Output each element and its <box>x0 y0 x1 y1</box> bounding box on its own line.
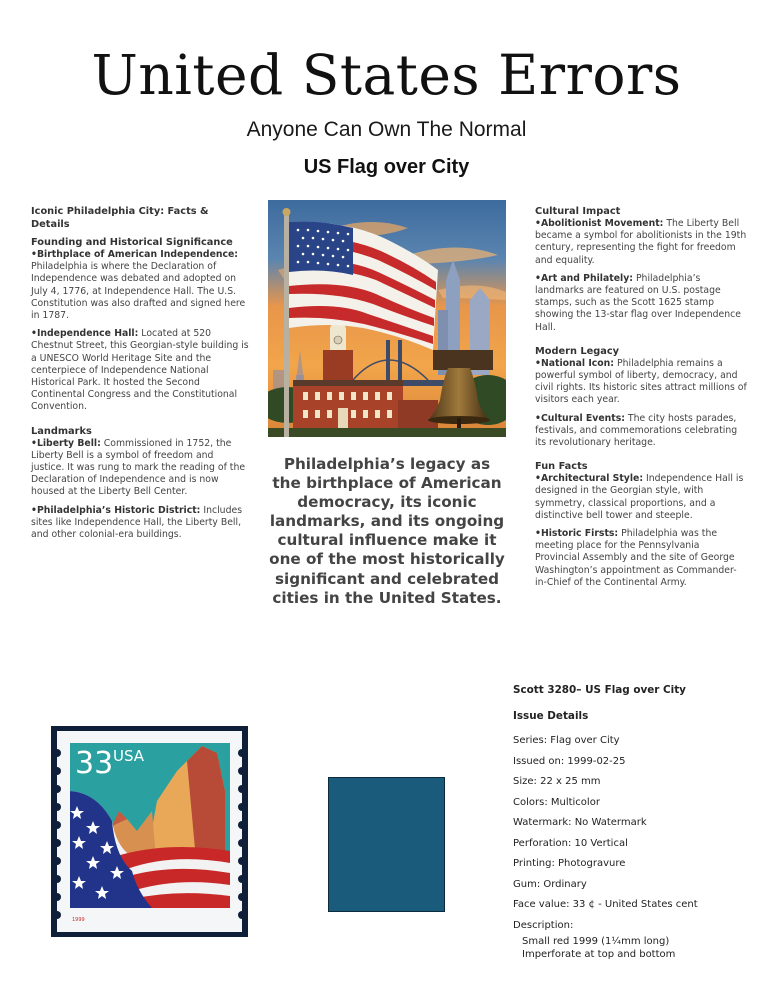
fact-text: Located at 520 Chestnut Street, this Georgian-style building is a UNESCO World Heritage Site and the centerpiece of Independence National Historical Park. It hosted the Second Continental Congress and the Constitutional Convention. <box>31 328 249 413</box>
fact-paragraph <box>535 473 747 522</box>
fact-label: •Liberty Bell: <box>31 437 101 449</box>
scott-catalog-title: Scott 3280– US Flag over City <box>513 684 686 696</box>
stamp-denomination: 33 <box>75 746 114 781</box>
facts-heading: Iconic Philadelphia City: Facts & Details <box>31 206 209 230</box>
page-title: United States Errors <box>91 43 682 107</box>
stamp-color-swatch <box>328 777 445 912</box>
fact-paragraph <box>31 505 249 542</box>
fact-label: •Independence Hall: <box>31 328 139 340</box>
fact-paragraph <box>535 528 747 589</box>
issue-details-panel <box>513 683 743 961</box>
legacy-quote: Philadelphia’s legacy as the birthplace of American democracy, its iconic landmarks, and its ongoing cultural influence make it one of the most historically significant and celebrated cities in the United States. <box>269 455 505 607</box>
fact-text: Philadelphia remains a powerful symbol of liberty, democracy, and civil rights. Its historic sites attract millions of visitors each year. <box>535 357 747 406</box>
fact-text: Independence Hall is designed in the Georgian style, with symmetry, classical proportions, and a distinctive bell tower and steeple. <box>535 473 744 521</box>
description-line: Imperforate at top and bottom <box>522 948 676 960</box>
stamp-name-heading: US Flag over City <box>303 156 470 178</box>
issue-details-heading: Issue Details <box>513 710 589 722</box>
fact-text: Commissioned in 1752, the Liberty Bell is a symbol of freedom and justice. It was rung to mark the reading of the Declaration of Independence and is now housed at the Liberty Bell Center. <box>31 437 246 498</box>
fact-label: •Architectural Style: <box>535 473 644 485</box>
section-heading: Founding and Historical Significance <box>31 237 233 248</box>
detail-issued-on: Issued on: 1999-02-25 <box>513 755 626 767</box>
fact-text: Includes sites like Independence Hall, the Liberty Bell, and other colonial-era buildings. <box>31 504 243 541</box>
fact-paragraph <box>31 328 249 413</box>
detail-face-value: Face value: 33 ¢ - United States cent <box>513 899 698 910</box>
description-line: Small red 1999 (1¼mm long) <box>522 935 670 947</box>
right-facts-column <box>535 205 747 595</box>
stamp-year: 1999 <box>72 917 85 923</box>
fact-label: •Philadelphia’s Historic District: <box>31 504 201 516</box>
philadelphia-painting-image <box>268 200 506 437</box>
section-heading: Landmarks <box>31 425 92 437</box>
stamp-country: USA <box>113 747 145 765</box>
section-heading: Cultural Impact <box>535 206 621 217</box>
detail-watermark: Watermark: No Watermark <box>513 817 647 828</box>
stamp-image <box>51 726 248 937</box>
fact-label: •Abolitionist Movement: <box>535 218 664 229</box>
fact-paragraph <box>535 358 747 407</box>
detail-printing: Printing: Photogravure <box>513 858 626 869</box>
fact-label: •Cultural Events: <box>535 412 625 424</box>
stamp-paper <box>57 731 242 932</box>
detail-gum: Gum: Ordinary <box>513 878 587 890</box>
fact-label: •Art and Philately: <box>535 272 633 284</box>
fact-label: •National Icon: <box>535 357 615 369</box>
detail-series: Series: Flag over City <box>513 735 620 746</box>
fact-paragraph <box>31 438 249 499</box>
fact-text: Philadelphia was the meeting place for the Pennsylvania Provincial Assembly and the site of George Washington’s appointment as Commander-in-Chief of the Continental Army. <box>535 528 737 588</box>
fact-text: Philadelphia is where the Declaration of Independence was debated and adopted on July 4, 1776, at Independence Hall. The U.S. Constitution was also drafted and signed here in 1787. <box>31 261 246 322</box>
detail-description-label: Description: <box>513 919 574 931</box>
fact-text: Philadelphia’s landmarks are featured on U.S. postage stamps, such as the Scott 1625 stamp showing the 13-star flag over Independence Hall. <box>535 272 741 333</box>
fact-label: •Birthplace of American Independence: <box>31 249 239 260</box>
page-subtitle: Anyone Can Own The Normal <box>246 118 527 141</box>
section-heading: Modern Legacy <box>535 345 620 357</box>
section-heading: Fun Facts <box>535 461 588 473</box>
left-facts-column <box>31 205 249 547</box>
fact-text: The Liberty Bell became a symbol for abolitionists in the 19th century, representing the fight for freedom and equality. <box>535 218 747 266</box>
fact-text: The city hosts parades, festivals, and commemorations celebrating its revolutionary heritage. <box>535 412 738 449</box>
fact-paragraph <box>31 249 249 322</box>
fact-paragraph <box>535 218 747 267</box>
fact-paragraph <box>535 413 747 450</box>
detail-colors: Colors: Multicolor <box>513 796 600 808</box>
fact-paragraph <box>535 273 747 334</box>
detail-size: Size: 22 x 25 mm <box>513 776 601 787</box>
detail-perforation: Perforation: 10 Vertical <box>513 837 628 849</box>
fact-label: •Historic Firsts: <box>535 528 619 540</box>
